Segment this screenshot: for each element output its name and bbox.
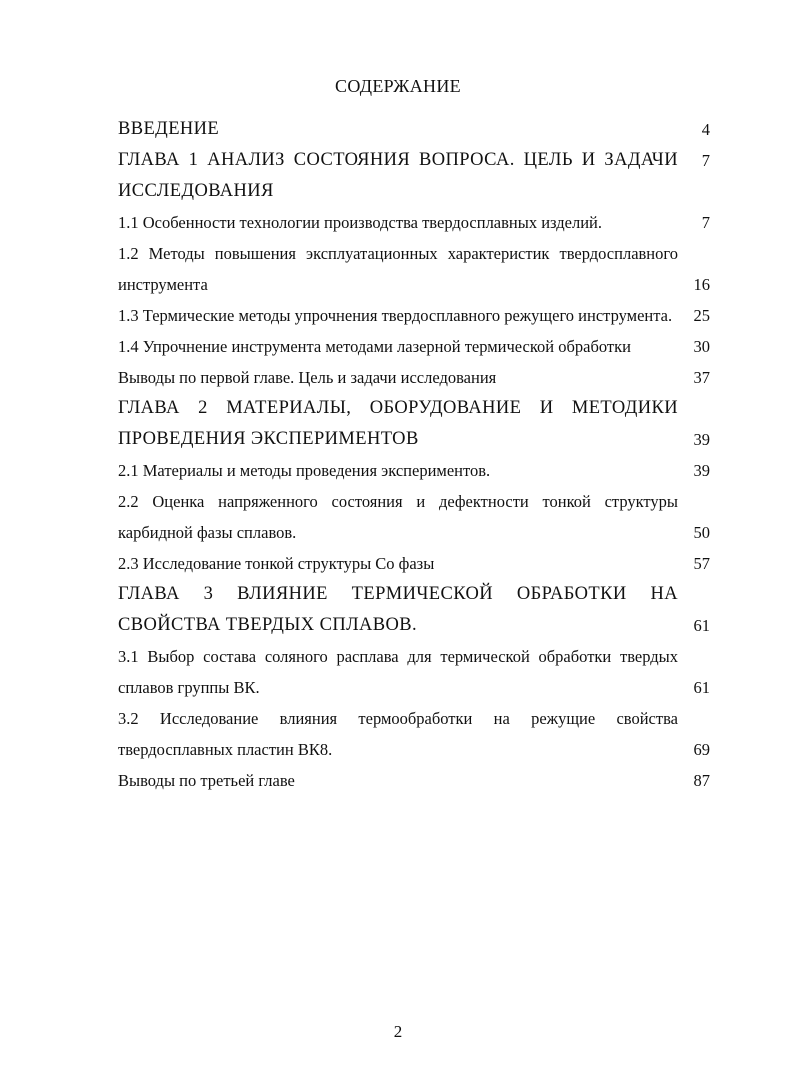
toc-entry-text: 1.3 Термические методы упрочнения твердосплавного режущего инструмента. <box>118 306 673 325</box>
table-of-contents <box>118 114 710 796</box>
toc-entry-chapter-3 <box>118 579 710 641</box>
toc-entry-page: 61 <box>693 678 710 697</box>
toc-entry-text: 2.2 Оценка напряженного состояния и дефектности тонкой структуры карбидной фазы сплавов. <box>118 492 678 542</box>
toc-entry-1-2 <box>118 238 710 300</box>
toc-entry-text: 3.2 Исследование влияния термообработки на режущие свойства твердосплавных пластин ВК8. <box>118 709 678 759</box>
toc-entry-page: 87 <box>693 771 710 790</box>
toc-entry-page: 39 <box>693 461 710 480</box>
toc-entry-1-4 <box>118 331 710 362</box>
toc-entry-page: 16 <box>693 275 710 294</box>
toc-entry-text: ВВЕДЕНИЕ <box>118 119 220 139</box>
toc-entry-text: Выводы по первой главе. Цель и задачи исследования <box>118 368 497 387</box>
toc-entry-introduction <box>118 114 710 145</box>
toc-entry-chapter-2 <box>118 393 710 455</box>
toc-entry-1-1 <box>118 207 710 238</box>
toc-entry-page: 4 <box>701 120 710 139</box>
page-number: 2 <box>393 1022 403 1041</box>
page-title: СОДЕРЖАНИЕ <box>335 76 461 96</box>
toc-entry-page: 7 <box>701 213 710 232</box>
toc-entry-text: 1.1 Особенности технологии производства твердосплавных изделий. <box>118 213 602 232</box>
toc-entry-text: 3.1 Выбор состава соляного расплава для термической обработки твердых сплавов группы ВК. <box>118 647 678 697</box>
toc-entry-text: ГЛАВА 3 ВЛИЯНИЕ ТЕРМИЧЕСКОЙ ОБРАБОТКИ НА СВОЙСТВА ТВЕРДЫХ СПЛАВОВ. <box>118 584 678 635</box>
toc-entry-text: 2.3 Исследование тонкой структуры Со фазы <box>118 554 435 573</box>
toc-entry-page: 39 <box>693 430 710 449</box>
toc-entry-text: ГЛАВА 2 МАТЕРИАЛЫ, ОБОРУДОВАНИЕ И МЕТОДИКИ ПРОВЕДЕНИЯ ЭКСПЕРИМЕНТОВ <box>118 398 678 449</box>
toc-entry-page: 7 <box>701 151 710 170</box>
toc-entry-conclusions-1 <box>118 362 710 393</box>
toc-entry-1-3 <box>118 300 710 331</box>
toc-entry-page: 69 <box>693 740 710 759</box>
toc-entry-text: 1.4 Упрочнение инструмента методами лазерной термической обработки <box>118 337 631 356</box>
toc-entry-page: 37 <box>693 368 710 387</box>
toc-entry-conclusions-3 <box>118 765 710 796</box>
toc-entry-page: 25 <box>693 306 710 325</box>
toc-entry-2-3 <box>118 548 710 579</box>
toc-entry-page: 57 <box>693 554 710 573</box>
toc-entry-2-2 <box>118 486 710 548</box>
toc-entry-page: 50 <box>693 523 710 542</box>
toc-entry-3-2 <box>118 703 710 765</box>
toc-entry-text: 1.2 Методы повышения эксплуатационных характеристик твердосплавного инструмента <box>118 244 678 294</box>
toc-entry-text: 2.1 Материалы и методы проведения экспериментов. <box>118 461 491 480</box>
toc-entry-page: 30 <box>693 337 710 356</box>
toc-entry-chapter-1 <box>118 145 710 207</box>
toc-entry-text: ГЛАВА 1 АНАЛИЗ СОСТОЯНИЯ ВОПРОСА. ЦЕЛЬ И ЗАДАЧИ ИССЛЕДОВАНИЯ <box>118 150 678 201</box>
toc-entry-3-1 <box>118 641 710 703</box>
toc-entry-page: 61 <box>693 616 710 635</box>
toc-entry-text: Выводы по третьей главе <box>118 771 295 790</box>
toc-entry-2-1 <box>118 455 710 486</box>
